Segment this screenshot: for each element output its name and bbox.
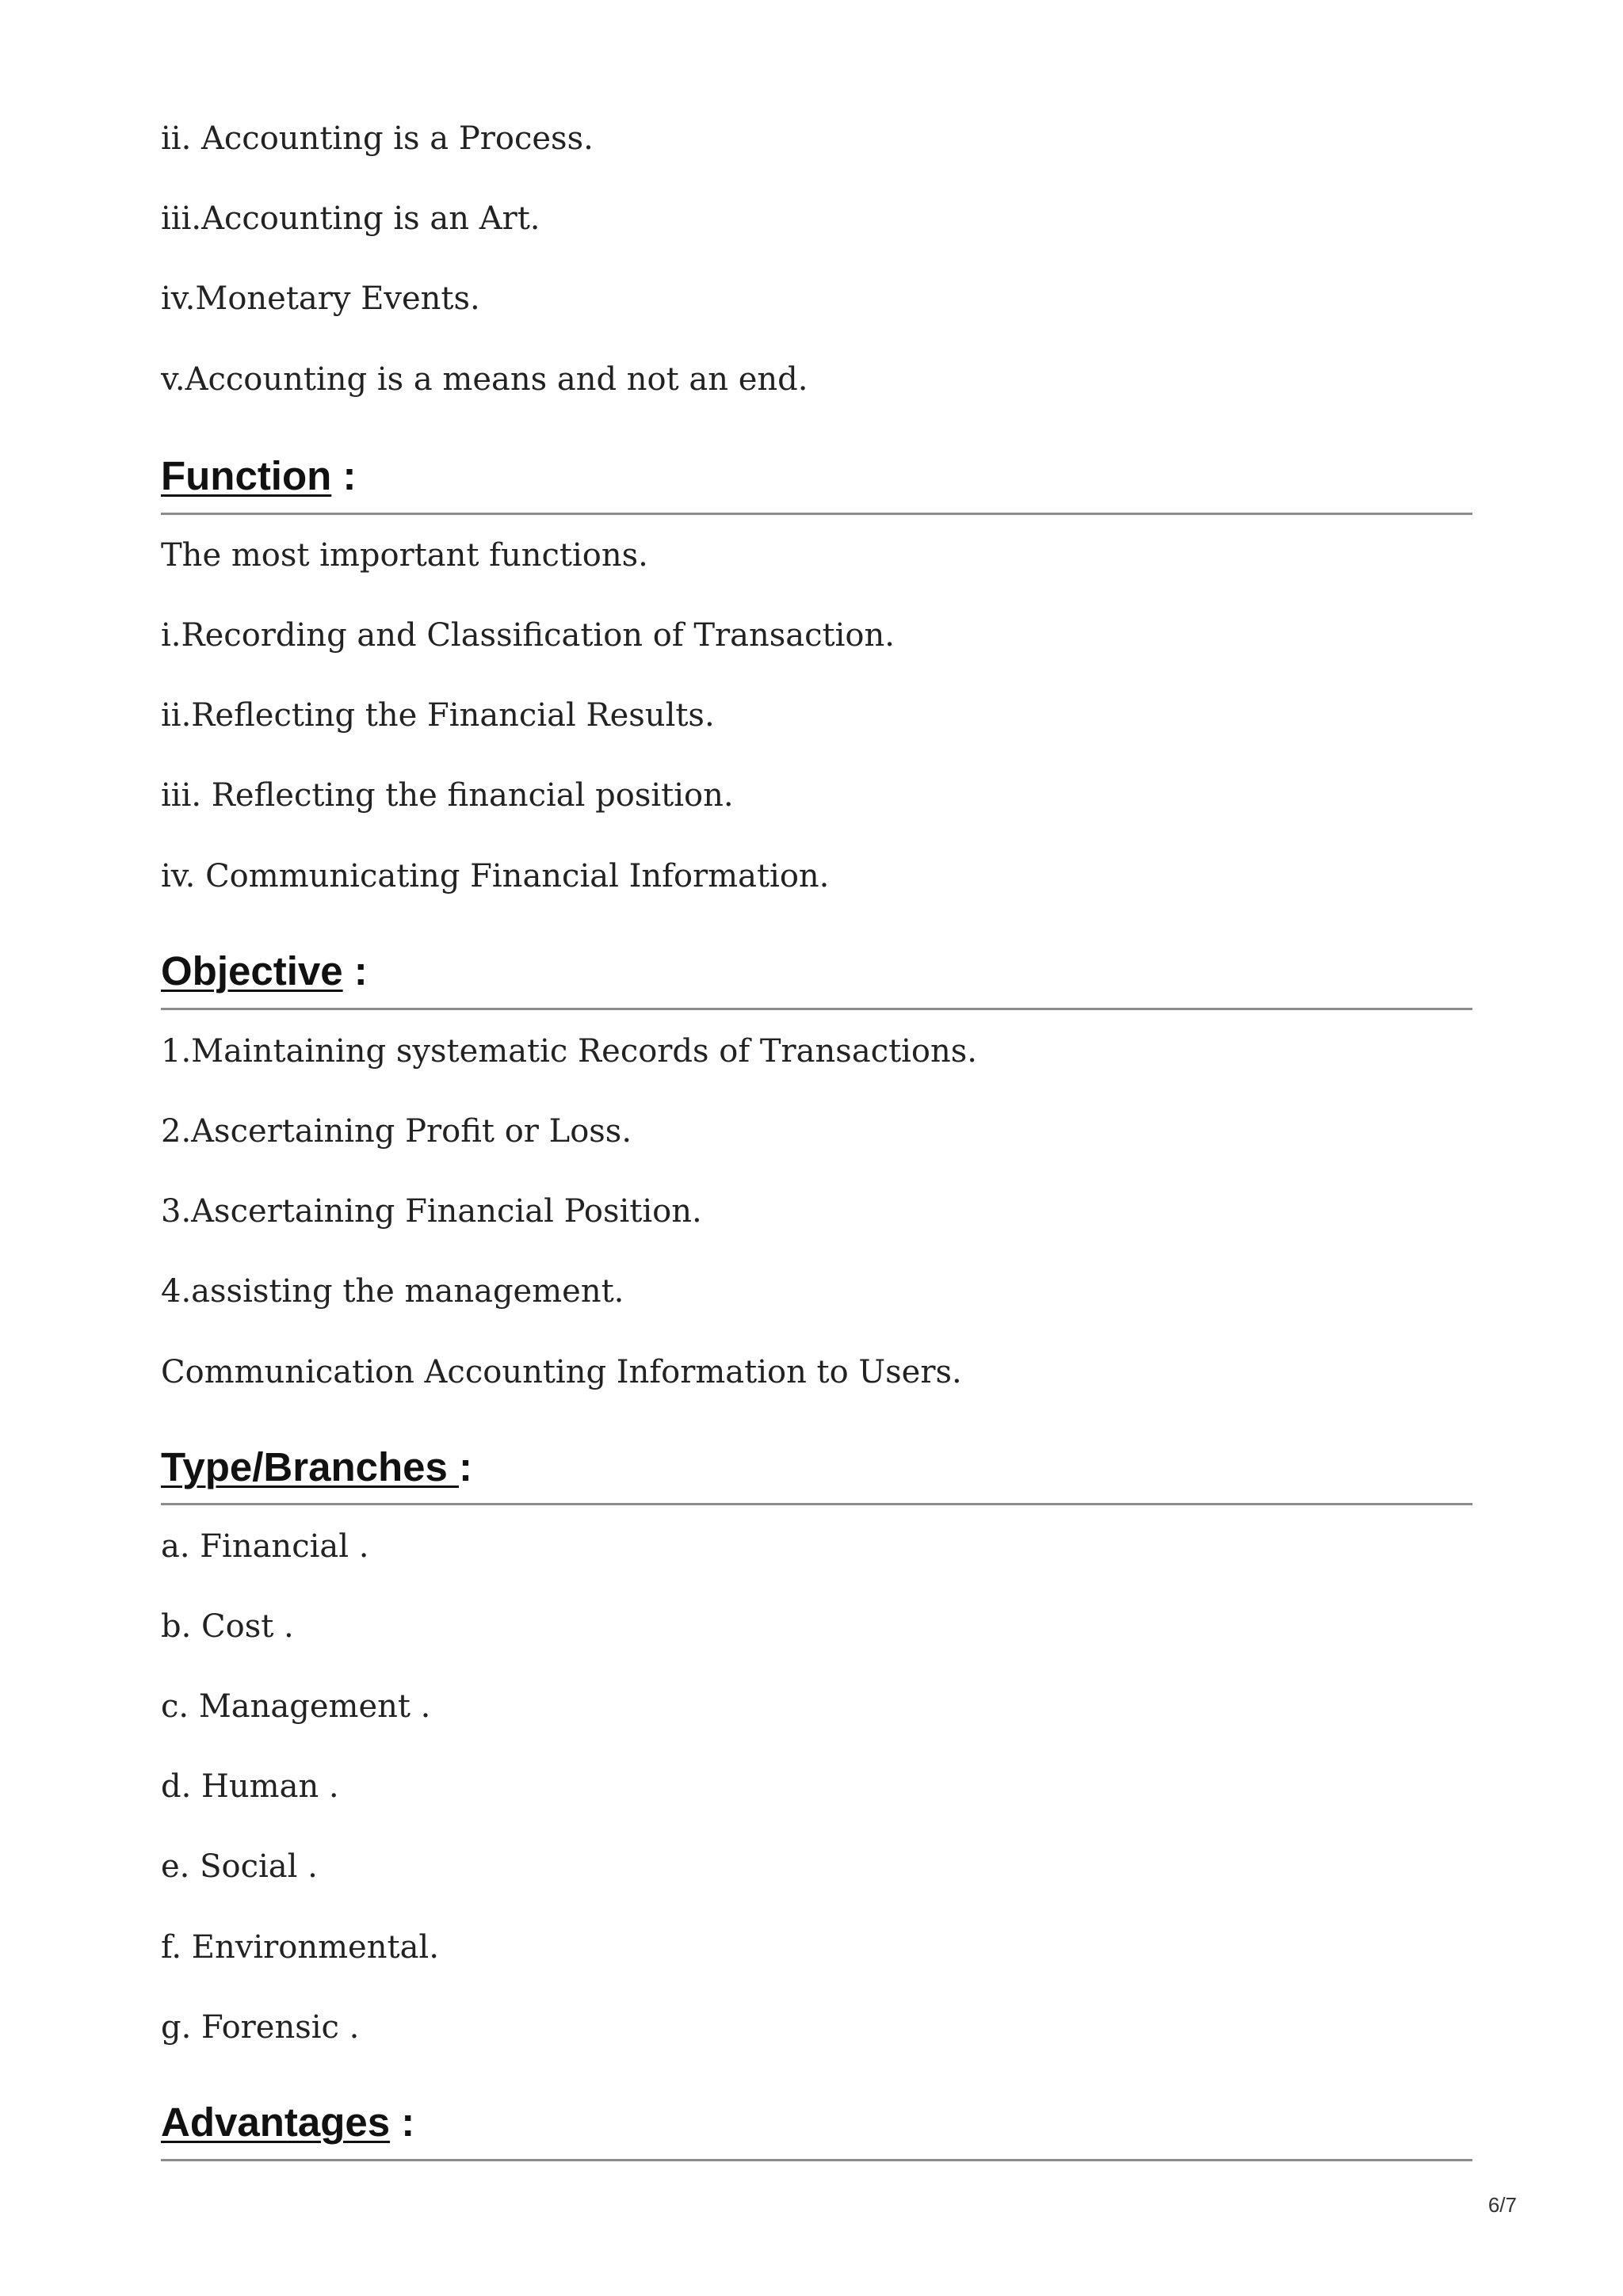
advantages-heading-colon: :: [390, 2100, 415, 2145]
objective-heading-title: Objective: [161, 948, 343, 994]
function-divider: [161, 513, 1472, 515]
advantages-divider: [161, 2159, 1472, 2161]
objective-item: 1.Maintaining systematic Records of Transactions.: [161, 1033, 978, 1070]
types-divider: [161, 1503, 1472, 1505]
function-item: iii. Reflecting the financial position.: [161, 777, 734, 814]
intro-item: v.Accounting is a means and not an end.: [161, 361, 808, 398]
function-item: i.Recording and Classification of Transaction.: [161, 617, 895, 654]
types-item: b. Cost .: [161, 1608, 294, 1645]
objective-heading-colon: :: [342, 948, 368, 994]
types-heading: [161, 1444, 1472, 1491]
objective-heading: [161, 948, 1472, 995]
function-item: ii.Reflecting the Financial Results.: [161, 697, 715, 734]
advantages-heading: [161, 2099, 1472, 2146]
intro-item: ii. Accounting is a Process.: [161, 120, 594, 157]
objective-item: 2.Ascertaining Profit or Loss.: [161, 1113, 632, 1150]
types-heading-title: Type/Branches: [161, 1444, 460, 1489]
function-item: iv. Communicating Financial Information.: [161, 858, 830, 894]
objective-item: Communication Accounting Information to Users.: [161, 1354, 962, 1390]
function-item: The most important functions.: [161, 537, 648, 574]
types-item: f. Environmental.: [161, 1929, 439, 1966]
intro-item: iv.Monetary Events.: [161, 280, 480, 317]
function-heading-colon: :: [331, 453, 357, 498]
intro-item: iii.Accounting is an Art.: [161, 200, 540, 237]
types-item: d. Human .: [161, 1768, 339, 1805]
types-heading-colon: :: [459, 1444, 473, 1489]
objective-item: 3.Ascertaining Financial Position.: [161, 1193, 702, 1230]
page-number: 6/7: [1487, 2193, 1517, 2217]
types-item: e. Social .: [161, 1848, 318, 1885]
types-item: c. Management .: [161, 1688, 431, 1725]
advantages-heading-title: Advantages: [161, 2100, 391, 2145]
types-item: g. Forensic .: [161, 2009, 360, 2046]
objective-item: 4.assisting the management.: [161, 1273, 624, 1310]
function-heading: [161, 452, 1472, 500]
types-item: a. Financial .: [161, 1528, 369, 1565]
function-heading-title: Function: [161, 453, 332, 498]
objective-divider: [161, 1008, 1472, 1010]
